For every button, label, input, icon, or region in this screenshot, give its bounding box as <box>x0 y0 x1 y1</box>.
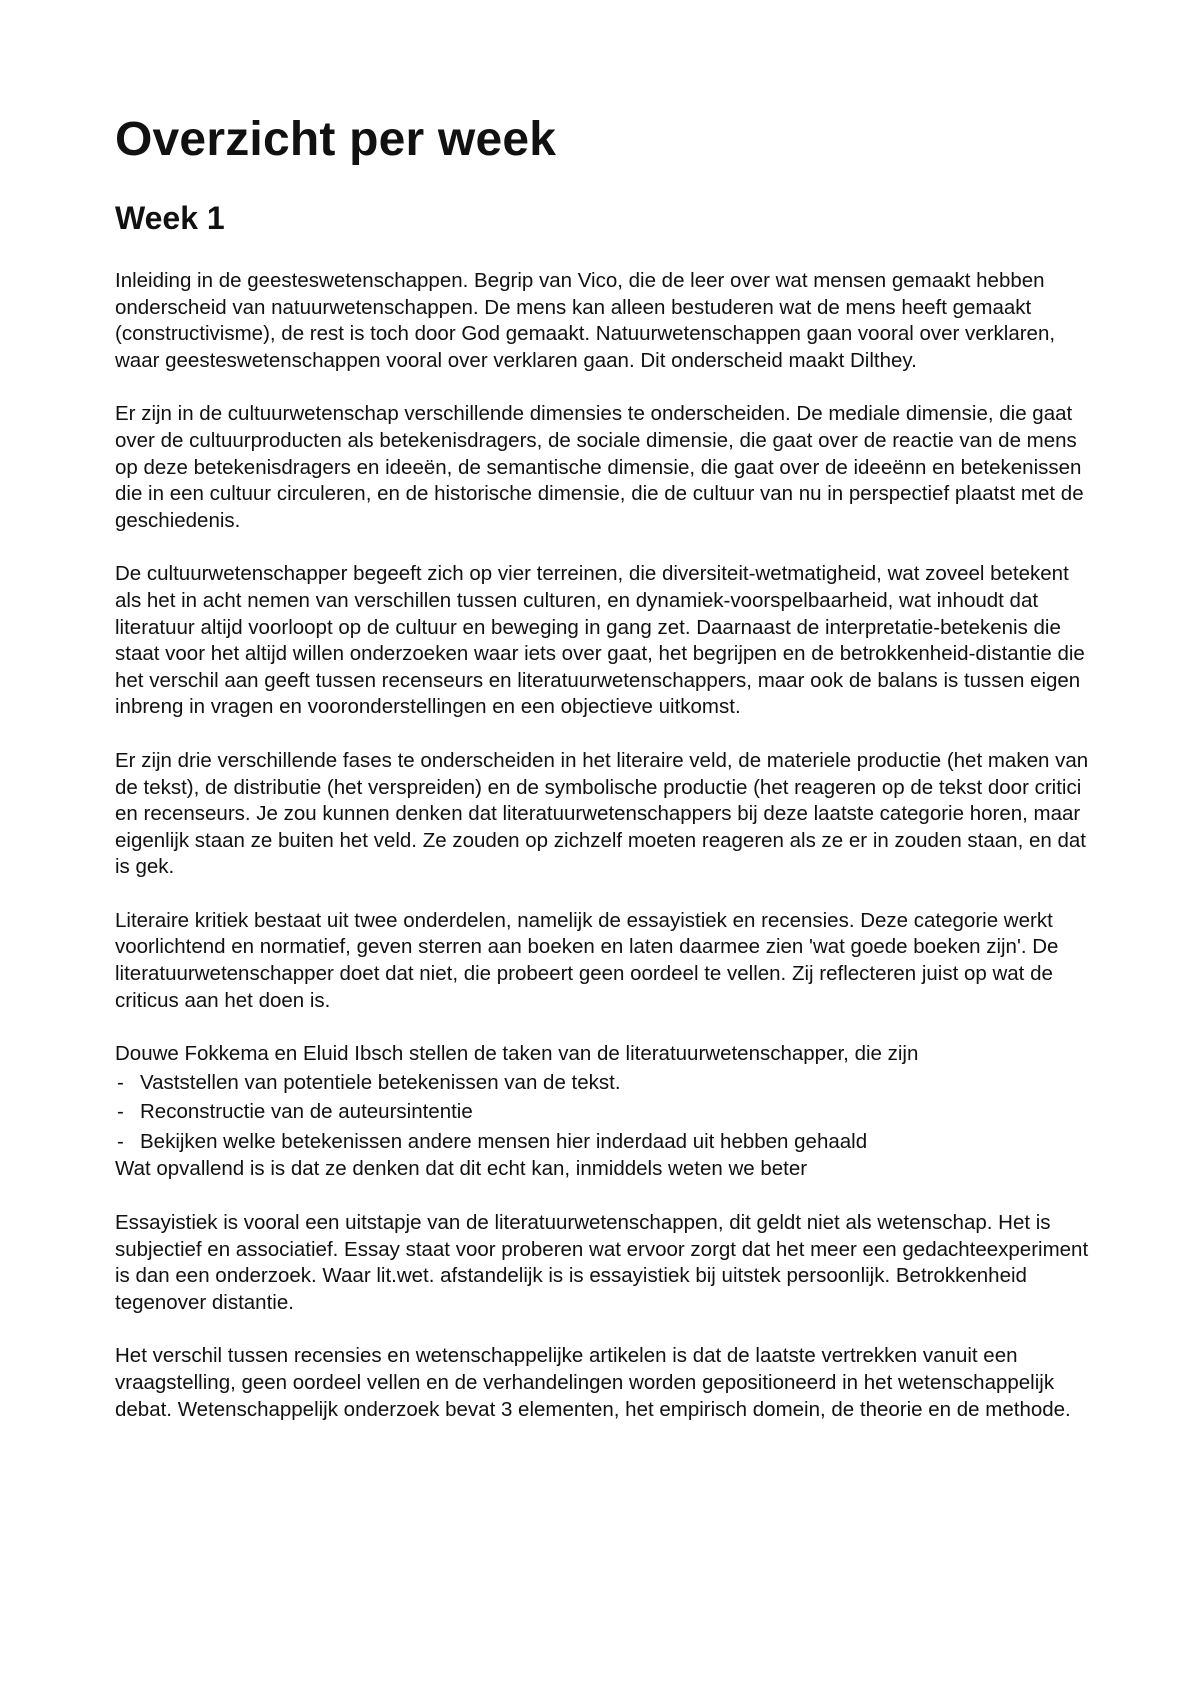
list-item-text: Reconstructie van de auteursintentie <box>140 1100 473 1124</box>
section-heading-week-1: Week 1 <box>115 200 225 236</box>
task-list <box>115 1068 1095 1157</box>
list-dash: - <box>117 1070 124 1094</box>
paragraph-fases: Er zijn drie verschillende fases te onderscheiden in het literaire veld, de materiele productie (het maken van de tekst), de distributie (het verspreiden) en de symbolische productie (het reageren op de tekst door critici en recenseurs. Je zou kunnen denken dat literatuurwetenschappers bij deze laatste categorie horen, maar eigenlijk staan ze buiten het veld. Ze zouden op zichzelf moeten reageren als ze er in zouden staan, en dat is gek. <box>115 748 1089 879</box>
list-item <box>115 1068 1095 1098</box>
paragraph-inleiding: Inleiding in de geesteswetenschappen. Begrip van Vico, die de leer over wat mensen gemaakt hebben onderscheid van natuurwetenschappen. De mens kan alleen bestuderen wat de mens heeft gemaakt (constructivisme), de rest is toch door God gemaakt. Natuurwetenschappen gaan vooral over verklaren, waar geesteswetenschappen vooral over verklaren gaan. Dit onderscheid maakt Dilthey. <box>115 269 1056 372</box>
document-page <box>115 112 1095 1450</box>
list-item-text: Vaststellen van potentiele betekenissen van de tekst. <box>140 1070 621 1094</box>
paragraph-list-followup: Wat opvallend is is dat ze denken dat dit echt kan, inmiddels weten we beter <box>115 1157 808 1181</box>
list-item <box>115 1127 1095 1157</box>
list-dash: - <box>117 1129 124 1153</box>
paragraph-essayistiek: Essayistiek is vooral een uitstapje van de literatuurwetenschappen, dit geldt niet als wetenschap. Het is subjectief en associatief. Essay staat voor proberen wat ervoor zorgt dat het meer een gedachteexperiment is dan een onderzoek. Waar lit.wet. afstandelijk is is essayistiek bij uitstek persoonlijk. Betrokkenheid tegenover distantie. <box>115 1210 1089 1314</box>
paragraph-recensies-artikelen: Het verschil tussen recensies en wetenschappelijke artikelen is dat de laatste vertrekken vanuit een vraagstelling, geen oordeel vellen en de verhandelingen worden gepositioneerd in het wetenschappelijk debat. Wetenschappelijk onderzoek bevat 3 elementen, het empirisch domein, de theorie en de methode. <box>115 1344 1071 1421</box>
paragraph-terreinen: De cultuurwetenschapper begeeft zich op vier terreinen, die diversiteit-wetmatigheid, wat zoveel betekent als het in acht nemen van verschillen tussen culturen, en dynamiek-voorspelbaarheid, wat inhoudt dat literatuur altijd voorloopt op de cultuur en beweging in gang zet. Daarnaast de interpretatie-betekenis die staat voor het altijd willen onderzoeken waar iets over gaat, het begrijpen en de betrokkenheid-distantie die het verschil aan geeft tussen recenseurs en literatuurwetenschappers, maar ook de balans is tussen eigen inbreng in vragen en vooronderstellingen en een objectieve uitkomst. <box>115 562 1085 719</box>
paragraph-list-intro: Douwe Fokkema en Eluid Ibsch stellen de taken van de literatuurwetenschapper, die zijn <box>115 1042 919 1066</box>
list-item-text: Bekijken welke betekenissen andere mensen hier inderdaad uit hebben gehaald <box>140 1129 868 1153</box>
paragraph-dimensies: Er zijn in de cultuurwetenschap verschillende dimensies te onderscheiden. De mediale dimensie, die gaat over de cultuurproducten als betekenisdragers, de sociale dimensie, die gaat over de reactie van de mens op deze betekenisdragers en ideeën, de semantische dimensie, die gaat over de ideeënn en betekenissen die in een cultuur circuleren, en de historische dimensie, die de cultuur van nu in perspectief plaatst met de geschiedenis. <box>115 402 1084 532</box>
paragraph-literaire-kritiek: Literaire kritiek bestaat uit twee onderdelen, namelijk de essayistiek en recensies. Deze categorie werkt voorlichtend en normatief, geven sterren aan boeken en laten daarmee zien 'wat goede boeken zijn'. De literatuurwetenschapper doet dat niet, die probeert geen oordeel te vellen. Zij reflecteren juist op wat de criticus aan het doen is. <box>115 908 1059 1012</box>
list-dash: - <box>117 1100 124 1124</box>
section-body <box>115 268 1095 1423</box>
document-title: Overzicht per week <box>115 113 557 166</box>
list-item <box>115 1097 1095 1127</box>
